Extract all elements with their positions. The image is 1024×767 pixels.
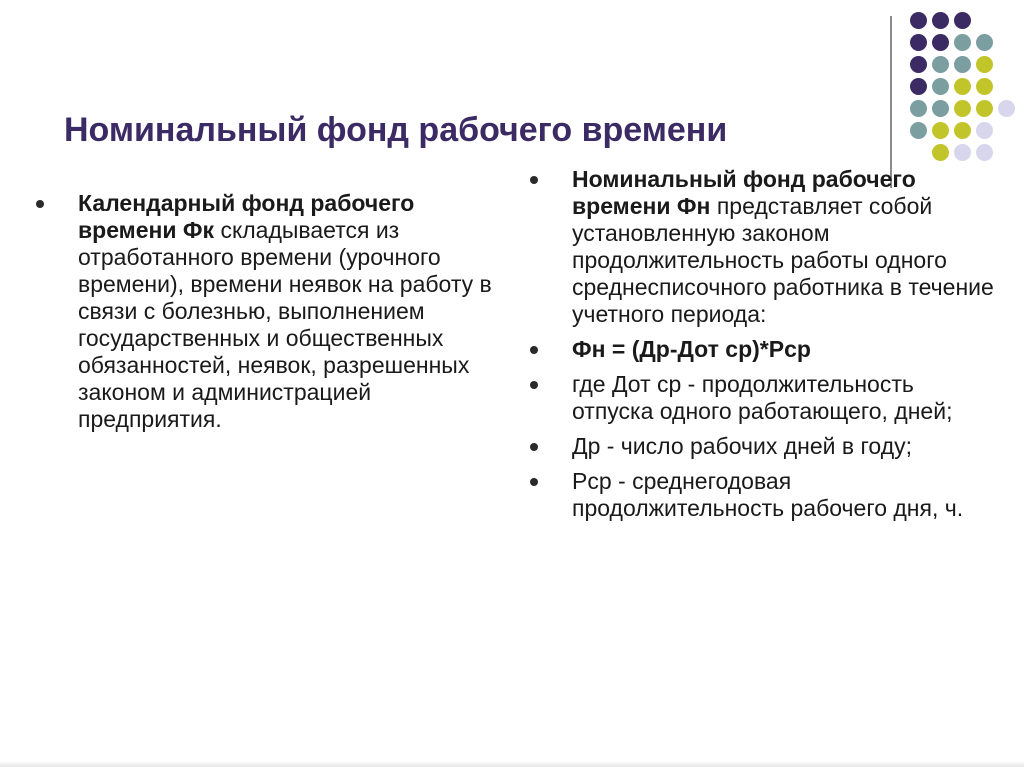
- bullet-dot-icon: [530, 443, 538, 451]
- bullet-item-calendar-fund: [34, 190, 494, 433]
- bullet-item-rsr-def: [528, 468, 998, 522]
- bullet-item-formula: [528, 336, 998, 363]
- right-column: [528, 166, 998, 530]
- formula-text: Фн = (Др-Дот ср)*Рср: [572, 336, 811, 362]
- decor-dot: [932, 144, 949, 161]
- decor-dot: [910, 100, 927, 117]
- decor-dot: [910, 122, 927, 139]
- decor-dot: [932, 56, 949, 73]
- decor-dot: [932, 122, 949, 139]
- bullet-dot-icon: [530, 176, 538, 184]
- decor-dot: [998, 100, 1015, 117]
- decor-dot: [954, 34, 971, 51]
- slide-title: Номинальный фонд рабочего времени: [64, 111, 728, 149]
- decor-dot: [976, 144, 993, 161]
- left-column: [34, 190, 494, 441]
- bullet-bold-text: Номинальный фонд рабочего времени Фн: [572, 166, 916, 219]
- slide-bottom-shadow: [0, 761, 1024, 767]
- decor-dot: [954, 12, 971, 29]
- decorative-vertical-line: [890, 16, 892, 188]
- decor-dot: [910, 34, 927, 51]
- decor-dot: [976, 56, 993, 73]
- bullet-dot-icon: [530, 478, 538, 486]
- bullet-bold-text: Календарный фонд рабочего времени Фк: [78, 190, 415, 243]
- bullet-dot-icon: [530, 346, 538, 354]
- bullet-dot-icon: [530, 381, 538, 389]
- bullet-text: представляет собой установленную законом продолжительность работы одного среднесписочного работника в течение учетного периода:: [572, 193, 994, 327]
- bullet-text: складывается из отработанного времени (урочного времени), времени неявок на работу в связи с болезнью, выполнением государственных и общественных обязанностей, неявок, разрешенных законом и администрацией предприятия.: [78, 217, 492, 432]
- decor-dot: [954, 122, 971, 139]
- bullet-item-nominal-fund: [528, 166, 998, 328]
- bullet-text: где Дот ср - продолжительность отпуска одного работающего, дней;: [572, 371, 953, 424]
- decor-dot: [954, 144, 971, 161]
- decorative-dot-grid: [900, 10, 1020, 170]
- decor-dot: [932, 78, 949, 95]
- decor-dot: [976, 100, 993, 117]
- decor-dot: [954, 100, 971, 117]
- decor-dot: [910, 56, 927, 73]
- decor-dot: [910, 78, 927, 95]
- decor-dot: [932, 100, 949, 117]
- decor-dot: [954, 56, 971, 73]
- bullet-dot-icon: [36, 200, 44, 208]
- decor-dot: [910, 12, 927, 29]
- decor-dot: [976, 34, 993, 51]
- bullet-item-dr-def: [528, 433, 998, 460]
- bullet-text: Рср - среднегодовая продолжительность рабочего дня, ч.: [572, 468, 964, 521]
- bullet-text: Др - число рабочих дней в году;: [572, 433, 913, 459]
- decor-dot: [932, 34, 949, 51]
- decor-dot: [976, 122, 993, 139]
- decor-dot: [976, 78, 993, 95]
- bullet-item-dot-def: [528, 371, 998, 425]
- decor-dot: [932, 12, 949, 29]
- decor-dot: [954, 78, 971, 95]
